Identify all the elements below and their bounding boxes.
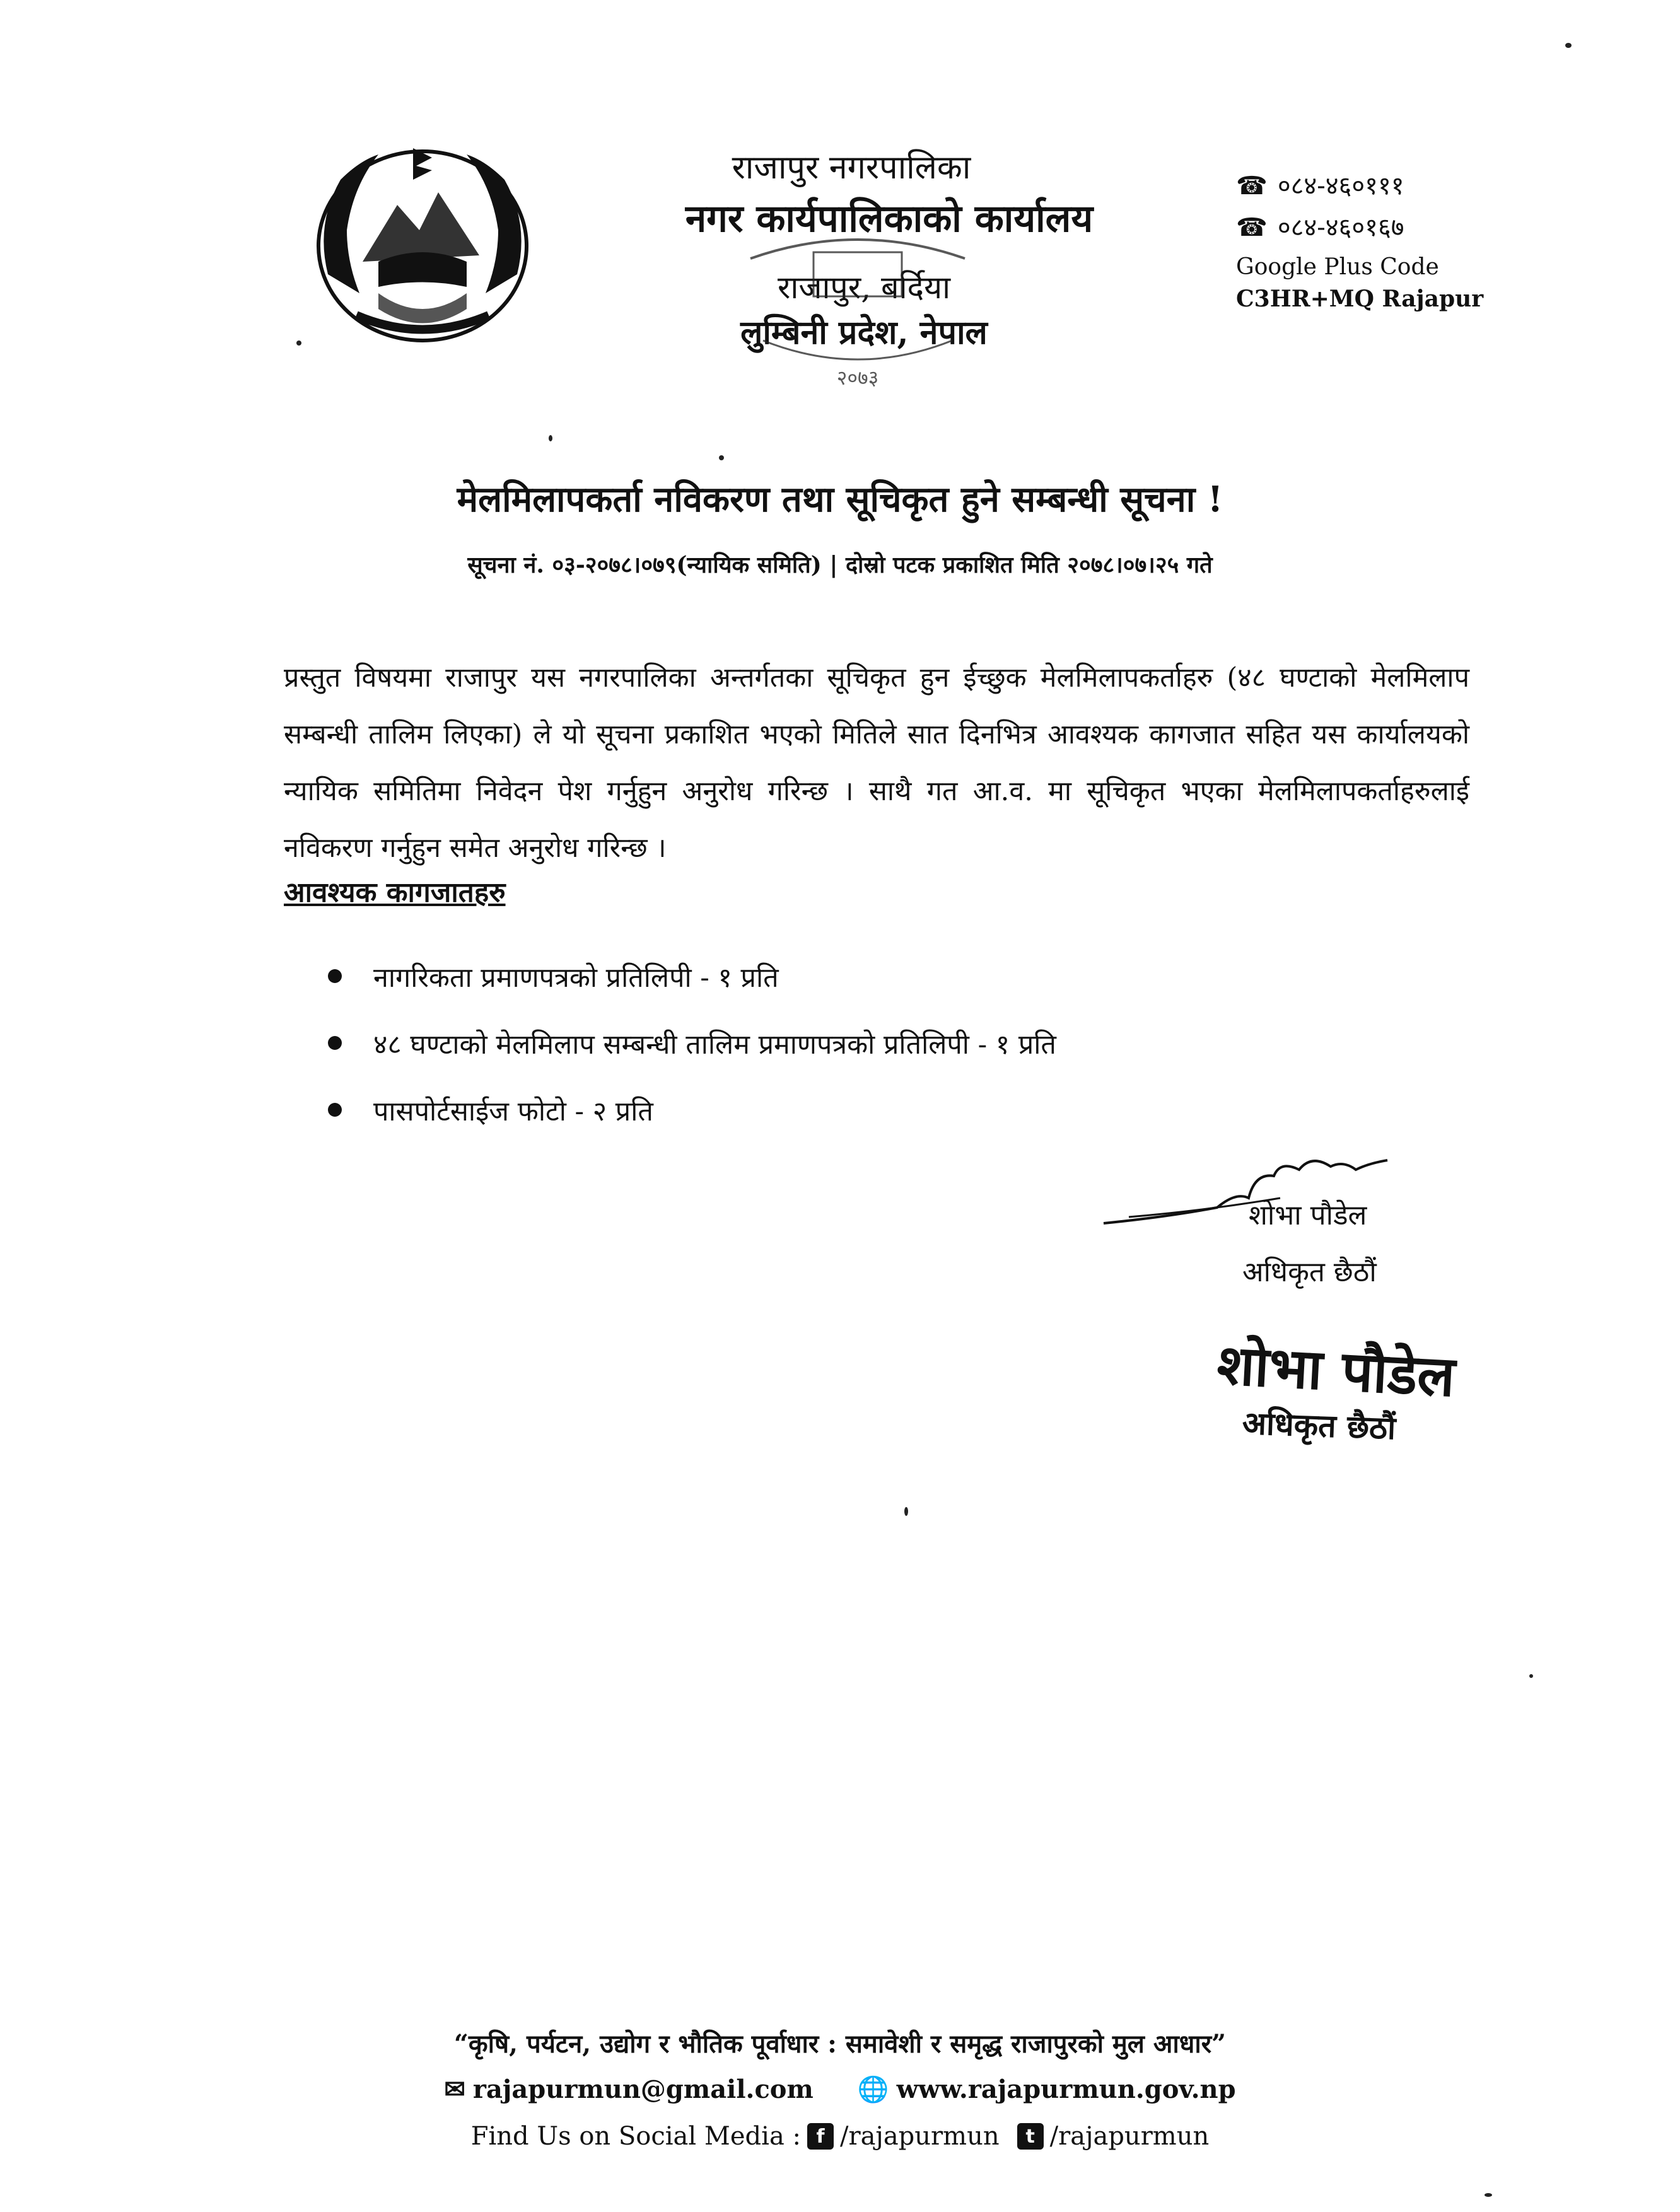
- footer-email: [444, 2075, 813, 2104]
- email-text: rajapurmun@gmail.com: [472, 2075, 814, 2104]
- twitter-handle: /rajapurmun: [1049, 2122, 1210, 2151]
- scan-speck: [1529, 1674, 1533, 1678]
- notice-reference: सूचना नं. ०३-२०७८।०७९(न्यायिक समिति) | दोस्रो पटक प्रकाशित मिति २०७८।०७।२५ गते: [467, 552, 1213, 578]
- phone-number-1: ०८४-४६०१११: [1277, 172, 1404, 201]
- bullet-icon: [328, 969, 342, 983]
- scan-speck: [904, 1507, 908, 1516]
- footer-website: [858, 2075, 1236, 2104]
- list-item-text: पासपोर्टसाईज फोटो - २ प्रति: [373, 1095, 653, 1127]
- scan-speck: [1485, 2193, 1492, 2197]
- signatory-post: अधिकृत छैठौं: [1242, 1256, 1377, 1288]
- stamp-year: २०७३: [836, 366, 879, 390]
- phone-icon: ☎: [1236, 213, 1268, 242]
- nepal-emblem-icon: [303, 136, 542, 350]
- plus-code-value: C3HR+MQ Rajapur: [1236, 286, 1484, 312]
- phone-row-2: [1236, 207, 1501, 248]
- office-name: नगर कार्यपालिकाको कार्यालय: [685, 197, 1094, 241]
- requirements-list: [328, 943, 1056, 1143]
- footer-social: [0, 2122, 1680, 2151]
- org-province-line: लुम्बिनी प्रदेश, नेपाल: [740, 313, 988, 352]
- footer-contact: [0, 2075, 1680, 2104]
- scan-speck: [296, 341, 301, 346]
- phone-row-1: [1236, 165, 1501, 207]
- list-item: [328, 1076, 1056, 1143]
- bullet-icon: [328, 1103, 342, 1117]
- phone-number-2: ०८४-४६०१६७: [1277, 213, 1404, 242]
- globe-icon: 🌐: [857, 2075, 889, 2104]
- mail-icon: ✉: [444, 2075, 465, 2104]
- facebook-icon: f: [807, 2123, 834, 2150]
- footer-motto: “कृषि, पर्यटन, उद्योग र भौतिक पूर्वाधार : समावेशी र समृद्ध राजापुरको मुल आधार”: [453, 2029, 1227, 2059]
- scan-speck: [549, 435, 552, 441]
- org-name-line: राजापुर नगरपालिका: [732, 149, 971, 187]
- social-label: Find Us on Social Media :: [470, 2122, 801, 2151]
- scan-speck: [1565, 43, 1572, 48]
- notice-body: प्रस्तुत विषयमा राजापुर यस नगरपालिका अन्तर्गतका सूचिकृत हुन ईच्छुक मेलमिलापकर्ताहरु (४८ घण्टाको मेलमिलाप सम्बन्धी तालिम लिएका) ले यो सूचना प्रकाशित भएको मितिले सात दिनभित्र आवश्यक कागजात सहित यस कार्यालयको न्यायिक समितिमा निवेदन पेश गर्नुहुन अनुरोध गरिन्छ । साथै गत आ.व. मा सूचिकृत भएका मेलमिलापकर्ताहरुलाई नविकरण गर्नुहुन समेत अनुरोध गरिन्छ ।: [284, 662, 1469, 864]
- contact-block: [1236, 165, 1501, 314]
- phone-icon: ☎: [1236, 172, 1268, 201]
- notice-title: मेलमिलापकर्ता नविकरण तथा सूचिकृत हुने सम्बन्धी सूचना !: [457, 479, 1223, 520]
- list-item-text: ४८ घण्टाको मेलमिलाप सम्बन्धी तालिम प्रमाणपत्रको प्रतिलिपी - १ प्रति: [373, 1028, 1056, 1061]
- list-item: [328, 1010, 1056, 1076]
- scan-speck: [719, 455, 724, 460]
- twitter-icon: t: [1017, 2123, 1044, 2150]
- post-stamp: अधिकृत छैठौं: [1241, 1404, 1397, 1447]
- list-item: [328, 943, 1056, 1010]
- list-item-text: नागरिकता प्रमाणपत्रको प्रतिलिपी - १ प्रति: [373, 962, 779, 994]
- office-stamp: [725, 233, 990, 397]
- bullet-icon: [328, 1036, 342, 1050]
- requirements-heading: आवश्यक कागजातहरु: [284, 876, 506, 909]
- org-address-line: राजापुर, बर्दिया: [777, 269, 951, 306]
- facebook-handle: /rajapurmun: [839, 2122, 1000, 2151]
- website-text: www.rajapurmun.gov.np: [896, 2075, 1236, 2104]
- plus-code-label: Google Plus Code: [1236, 254, 1439, 280]
- signatory-name: शोभा पौडेल: [1249, 1199, 1367, 1231]
- name-stamp: शोभा पौडेल: [1215, 1332, 1457, 1409]
